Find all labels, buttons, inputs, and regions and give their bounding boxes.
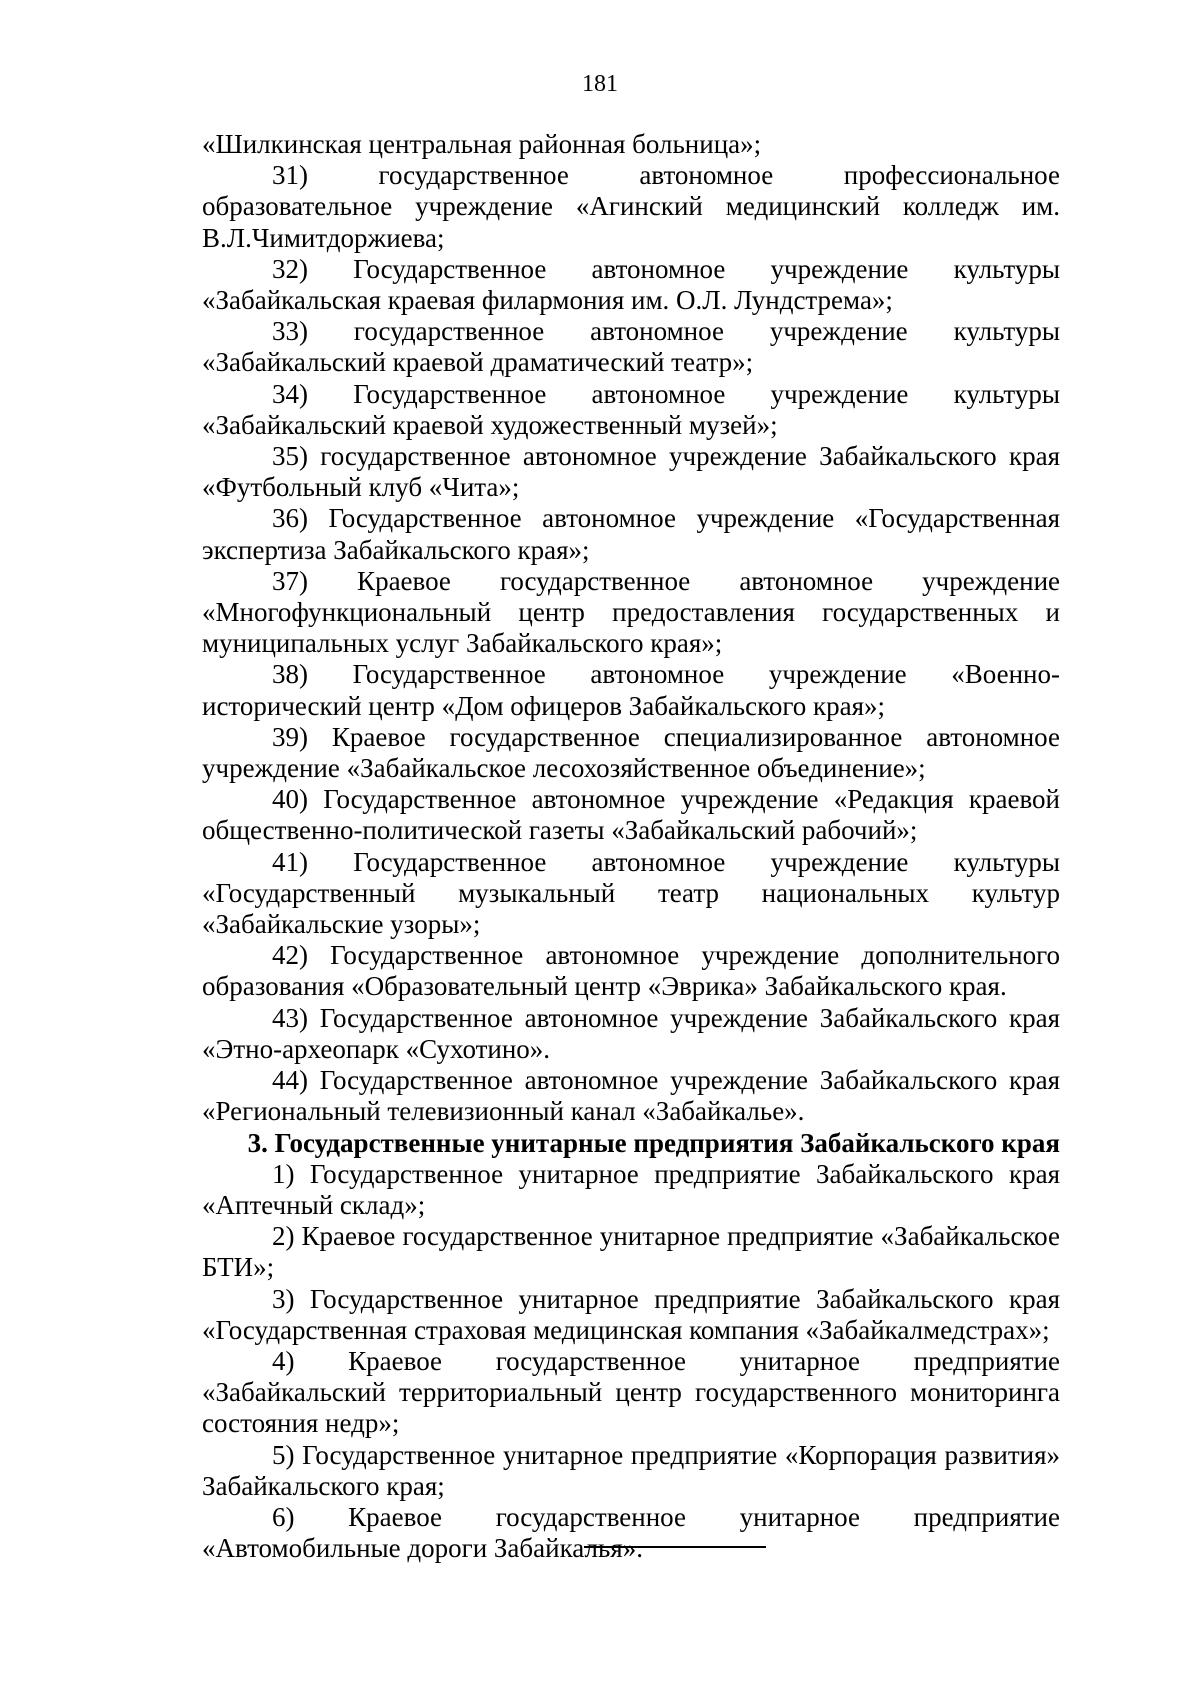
list-item-40: 40) Государственное автономное учреждение «Редакция краевой общественно-политической газеты «Забайкальский рабочий»; [202, 784, 1060, 846]
enterprise-item-1: 1) Государственное унитарное предприятие Забайкальского края «Аптечный склад»; [202, 1158, 1060, 1220]
end-divider [584, 1546, 766, 1548]
page-number: 181 [582, 71, 618, 97]
list-item-31: 31) государственное автономное профессиональное образовательное учреждение «Агинский медицинский колледж им. В.Л.Чимитдоржиева; [202, 160, 1060, 253]
document-body [202, 129, 1060, 1564]
list-item-33: 33) государственное автономное учреждение культуры «Забайкальский краевой драматический театр»; [202, 316, 1060, 378]
enterprise-item-2: 2) Краевое государственное унитарное предприятие «Забайкальское БТИ»; [202, 1221, 1060, 1283]
enterprise-item-6: 6) Краевое государственное унитарное предприятие «Автомобильные дороги Забайкалья». [202, 1501, 1060, 1564]
enterprise-item-3: 3) Государственное унитарное предприятие Забайкальского края «Государственная страховая медицинская компания «Забайкалмедстрах»; [202, 1283, 1060, 1345]
list-item-41: 41) Государственное автономное учреждение культуры «Государственный музыкальный театр национальных культур «Забайкальские узоры»; [202, 846, 1060, 940]
list-item-43: 43) Государственное автономное учреждение Забайкальского края «Этно-археопарк «Сухотино». [202, 1002, 1060, 1064]
list-item-32: 32) Государственное автономное учреждение культуры «Забайкальская краевая филармония им. О.Л. Лундстрема»; [202, 253, 1060, 316]
list-item-38: 38) Государственное автономное учреждение «Военно-исторический центр «Дом офицеров Забайкальского края»; [202, 659, 1060, 721]
list-item-42: 42) Государственное автономное учреждение дополнительного образования «Образовательный центр «Эврика» Забайкальского края. [202, 940, 1060, 1002]
list-item-34: 34) Государственное автономное учреждение культуры «Забайкальский краевой художественный музей»; [202, 378, 1060, 440]
list-item-36: 36) Государственное автономное учреждение «Государственная экспертиза Забайкальского края»; [202, 503, 1060, 565]
lead-line: «Шилкинская центральная районная больница»; [202, 129, 762, 159]
list-item-37: 37) Краевое государственное автономное учреждение «Многофункциональный центр предоставления государственных и муниципальных услуг Забайкальского края»; [202, 565, 1060, 659]
list-item-35: 35) государственное автономное учреждение Забайкальского края «Футбольный клуб «Чита»; [202, 441, 1060, 503]
enterprise-item-5: 5) Государственное унитарное предприятие «Корпорация развития» Забайкальского края; [202, 1439, 1060, 1501]
section-heading: 3. Государственные унитарные предприятия Забайкальского края [247, 1127, 1060, 1158]
enterprise-item-4: 4) Краевое государственное унитарное предприятие «Забайкальский территориальный центр государственного мониторинга состояния недр»; [202, 1345, 1060, 1439]
list-item-39: 39) Краевое государственное специализированное автономное учреждение «Забайкальское лесохозяйственное объединение»; [202, 721, 1060, 784]
list-item-44: 44) Государственное автономное учреждение Забайкальского края «Региональный телевизионный канал «Забайкалье». [202, 1065, 1060, 1127]
